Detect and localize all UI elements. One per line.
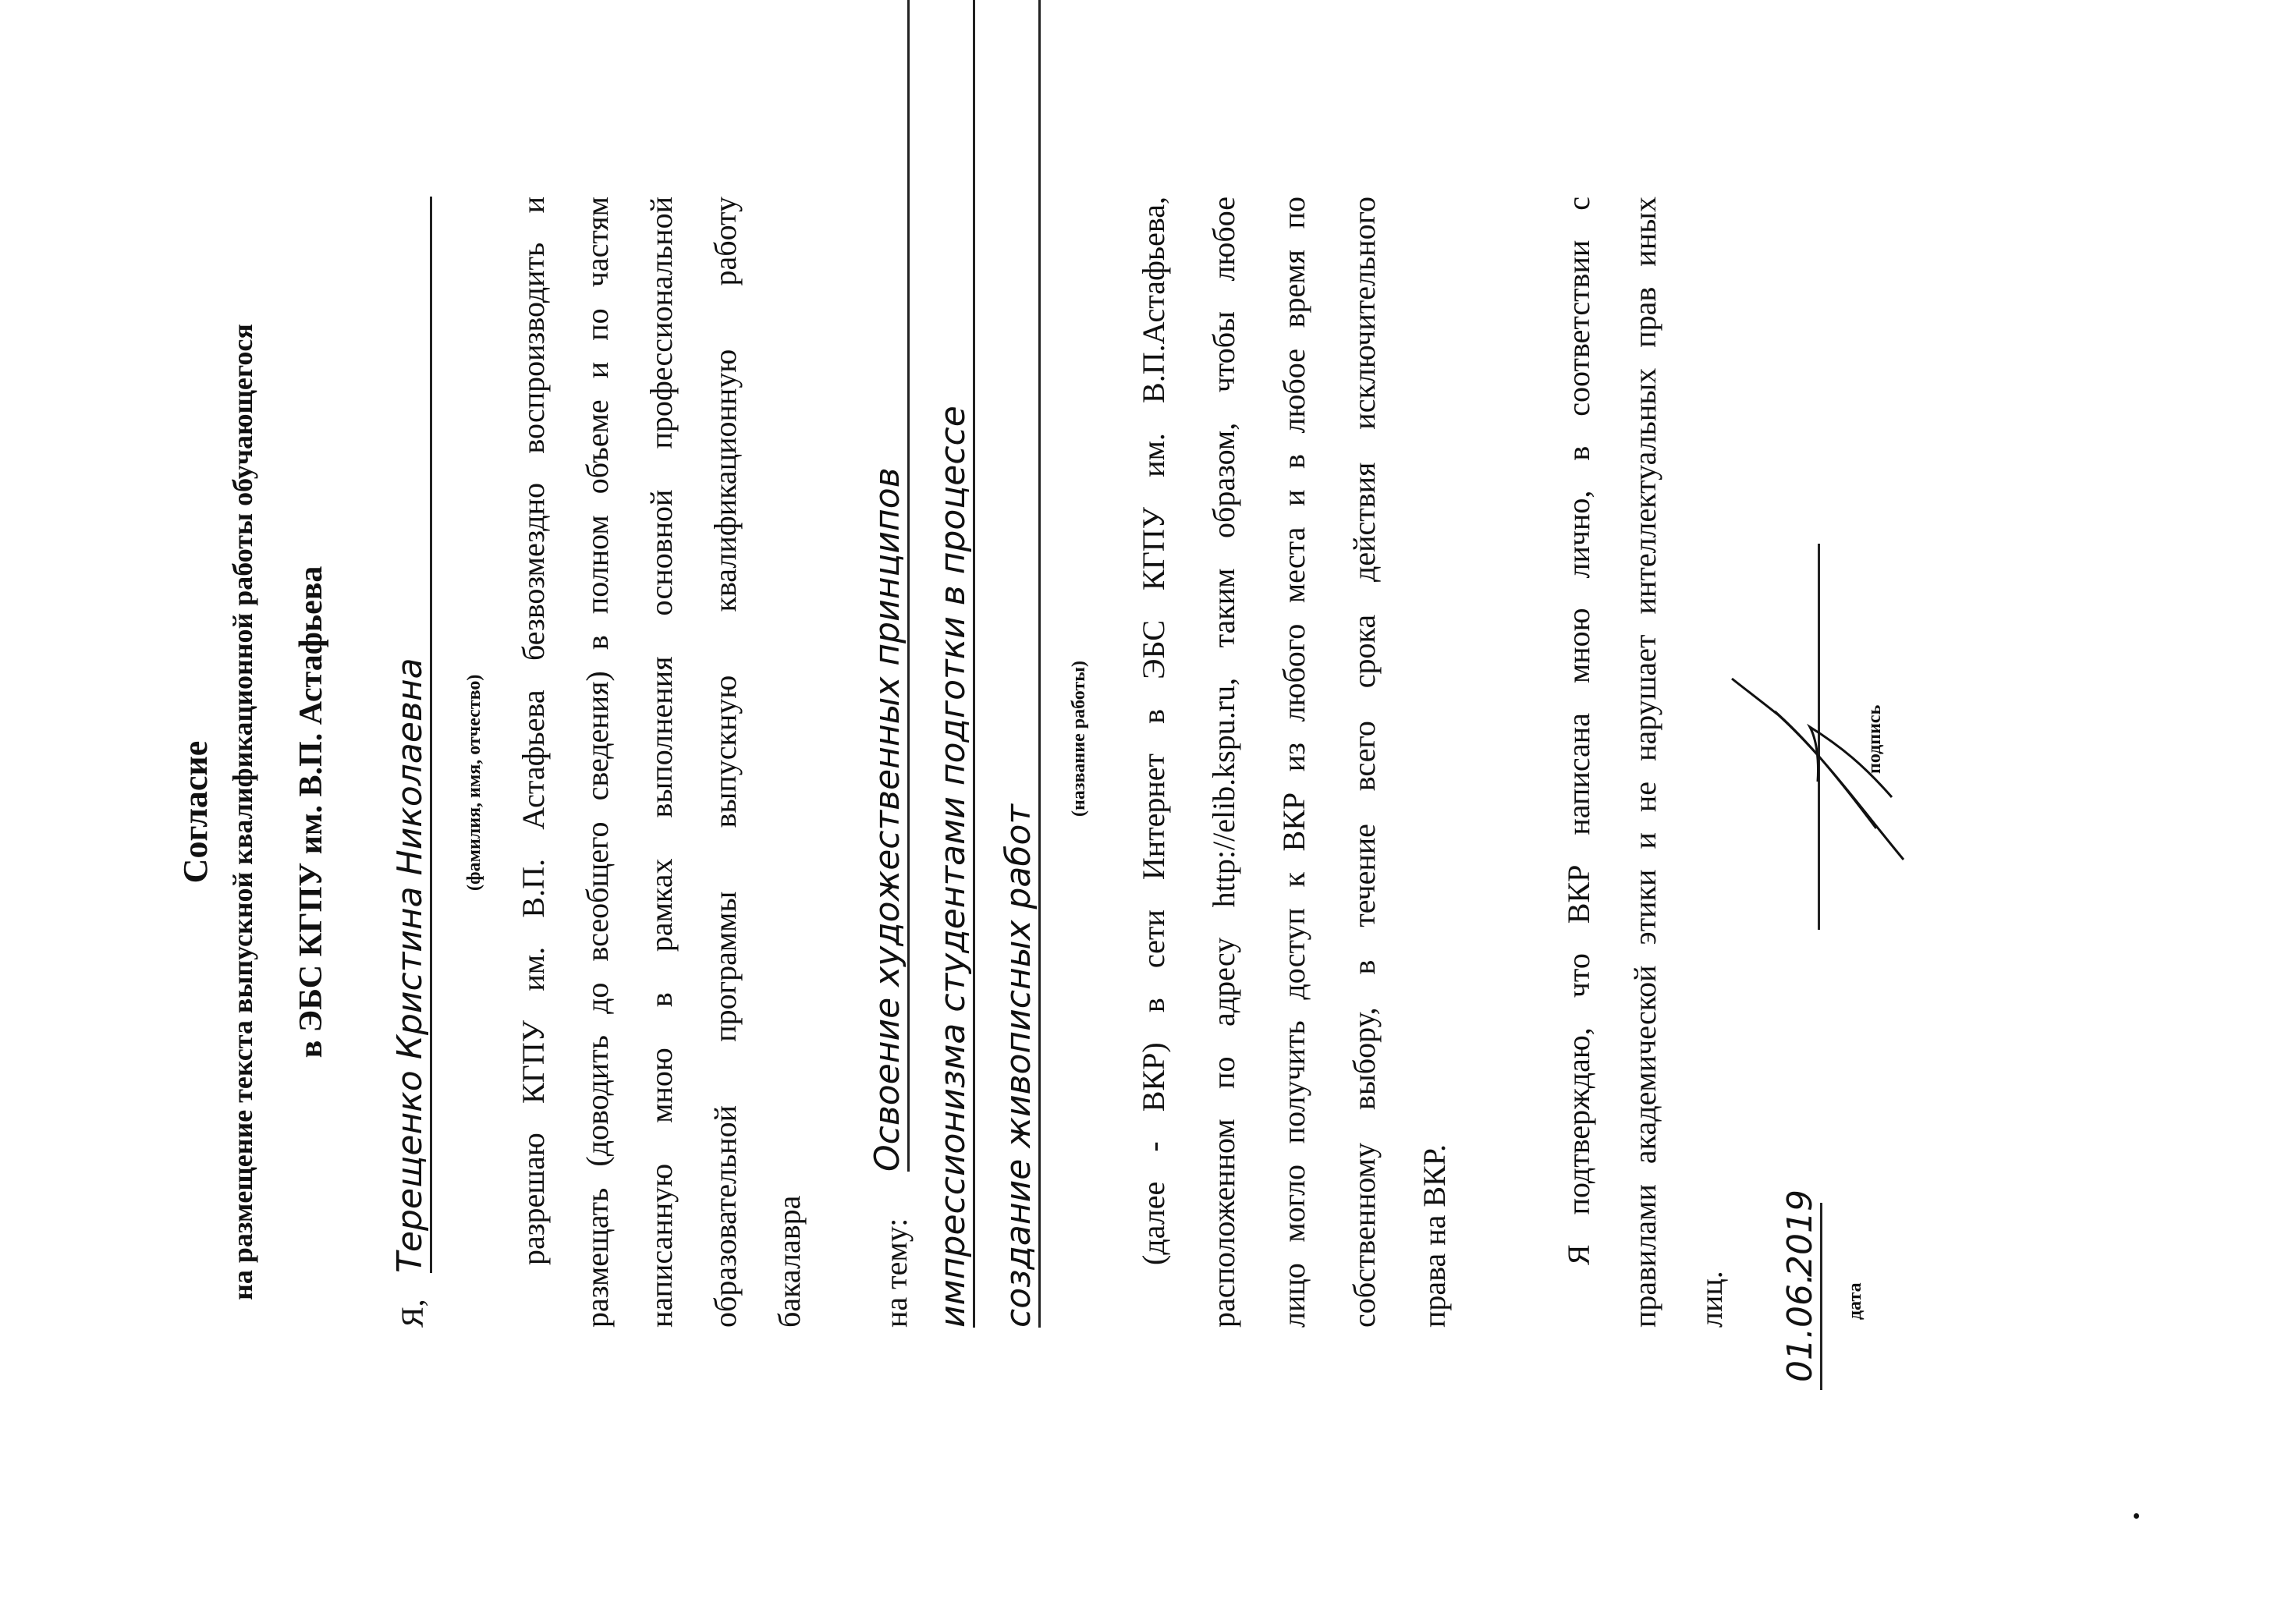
topic-line-1: Освоение художественных принципов — [868, 0, 910, 1172]
document-title: Согласие — [176, 740, 215, 884]
date-year: 2019 — [1780, 1203, 1822, 1277]
topic-line-2: импрессионизма студентами подготки в процессе — [933, 0, 975, 1328]
document-subtitle: на размещение текста выпускной квалификационной работы обучающегося — [227, 324, 258, 1300]
date-caption: дата — [1845, 1282, 1865, 1320]
confirm-line-2: правилами академической этики и не нарушает интеллектуальных прав иных — [1627, 197, 1662, 1328]
document-subtitle-2: в ЭБС КГПУ им. В.П. Астафьева — [293, 566, 329, 1058]
access-line-2: расположенном по адресу http://elib.kspu.ru, таким образом, чтобы любое — [1206, 197, 1241, 1328]
name-caption: (фамилия, имя, отчество) — [464, 674, 484, 891]
scan-dot — [2134, 1513, 2139, 1519]
confirm-line-1: Я подтверждаю, что ВКР написана мною лично, в соответствии с — [1561, 197, 1596, 1265]
permission-line-3: написанную мною в рамках выполнения основной профессиональной — [644, 197, 679, 1328]
access-line-5: права на ВКР. — [1417, 1144, 1452, 1328]
confirm-line-3: лиц. — [1694, 1271, 1729, 1328]
student-name: Терещенко Кристина Николаевна — [390, 197, 432, 1273]
access-line-3: лицо могло получить доступ к ВКР из любого места и в любое время по — [1276, 197, 1311, 1328]
date-day-month: 01.06. — [1780, 1277, 1822, 1390]
permission-line-2: размещать (доводить до всеобщего сведения) в полном объеме и по частям — [580, 197, 615, 1328]
permission-line-5: бакалавра — [772, 1195, 807, 1328]
topic-prefix: на тему: — [878, 1218, 914, 1328]
topic-caption: (название работы) — [1069, 661, 1089, 817]
signature-caption: подпись — [1865, 704, 1885, 774]
name-prefix: Я, — [395, 1299, 430, 1328]
topic-line-3: создание живописных работ — [999, 0, 1041, 1328]
permission-line-4: образовательной программы выпускную квалификационную работу — [708, 197, 743, 1328]
permission-line-1: разрешаю КГПУ им. В.П. Астафьева безвозмездно воспроизводить и — [516, 197, 551, 1265]
access-line-1: (далее - ВКР) в сети Интернет в ЭБС КГПУ им. В.П.Астафьева, — [1136, 197, 1171, 1265]
access-line-4: собственному выбору, в течение всего срока действия исключительного — [1347, 197, 1382, 1328]
signature-mark — [1716, 626, 1919, 875]
